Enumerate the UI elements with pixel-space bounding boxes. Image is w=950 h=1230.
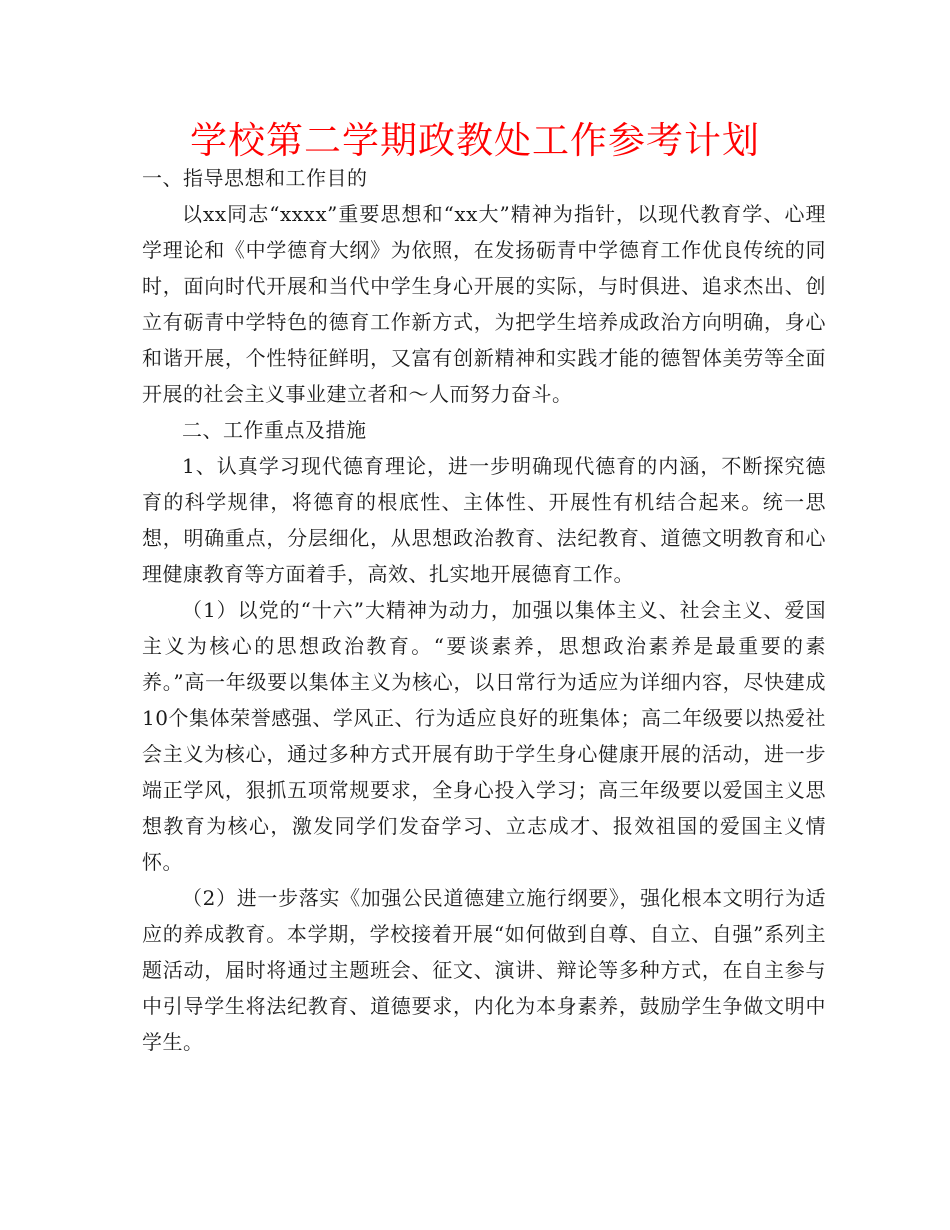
document-body bbox=[142, 160, 826, 1060]
paragraph-3: （1）以党的“十六”大精神为动力，加强以集体主义、社会主义、爱国主义为核心的思想政治教育。“要谈素养，思想政治素养是最重要的素养。”高一年级要以集体主义为核心，以日常行为适应为详细内容，尽快建成10个集体荣誉感强、学风正、行为适应良好的班集体；高二年级要以热爱社会主义为核心，通过多种方式开展有助于学生身心健康开展的活动，进一步端正学风，狠抓五项常规要求，全身心投入学习；高三年级要以爱国主义思想教育为核心，激发同学们发奋学习、立志成才、报效祖国的爱国主义情怀。 bbox=[142, 598, 826, 874]
document-title: 学校第二学期政教处工作参考计划 bbox=[190, 119, 760, 162]
paragraph-4: （2）进一步落实《加强公民道德建立施行纲要》，强化根本文明行为适应的养成教育。本学期，学校接着开展“如何做到自尊、自立、自强”系列主题活动，届时将通过主题班会、征文、演讲、辩论等多种方式，在自主参与中引导学生将法纪教育、道德要求，内化为本身素养，鼓励学生争做文明中学生。 bbox=[142, 886, 826, 1054]
section-heading-1: 一、指导思想和工作目的 bbox=[142, 166, 368, 190]
paragraph-1: 以xx同志“xxxx”重要思想和“xx大”精神为指针，以现代教育学、心理学理论和《中学德育大纲》为依照，在发扬砺青中学德育工作优良传统的同时，面向时代开展和当代中学生身心开展的实际，与时俱进、追求杰出、创立有砺青中学特色的德育工作新方式，为把学生培养成政治方向明确，身心和谐开展，个性特征鲜明，又富有创新精神和实践才能的德智体美劳等全面开展的社会主义事业建立者和～人而努力奋斗。 bbox=[142, 202, 826, 406]
section-heading-2: 二、工作重点及措施 bbox=[182, 418, 367, 442]
paragraph-2: 1、认真学习现代德育理论，进一步明确现代德育的内涵，不断探究德育的科学规律，将德育的根底性、主体性、开展性有机结合起来。统一思想，明确重点，分层细化，从思想政治教育、法纪教育、道德文明教育和心理健康教育等方面着手，高效、扎实地开展德育工作。 bbox=[142, 454, 826, 586]
